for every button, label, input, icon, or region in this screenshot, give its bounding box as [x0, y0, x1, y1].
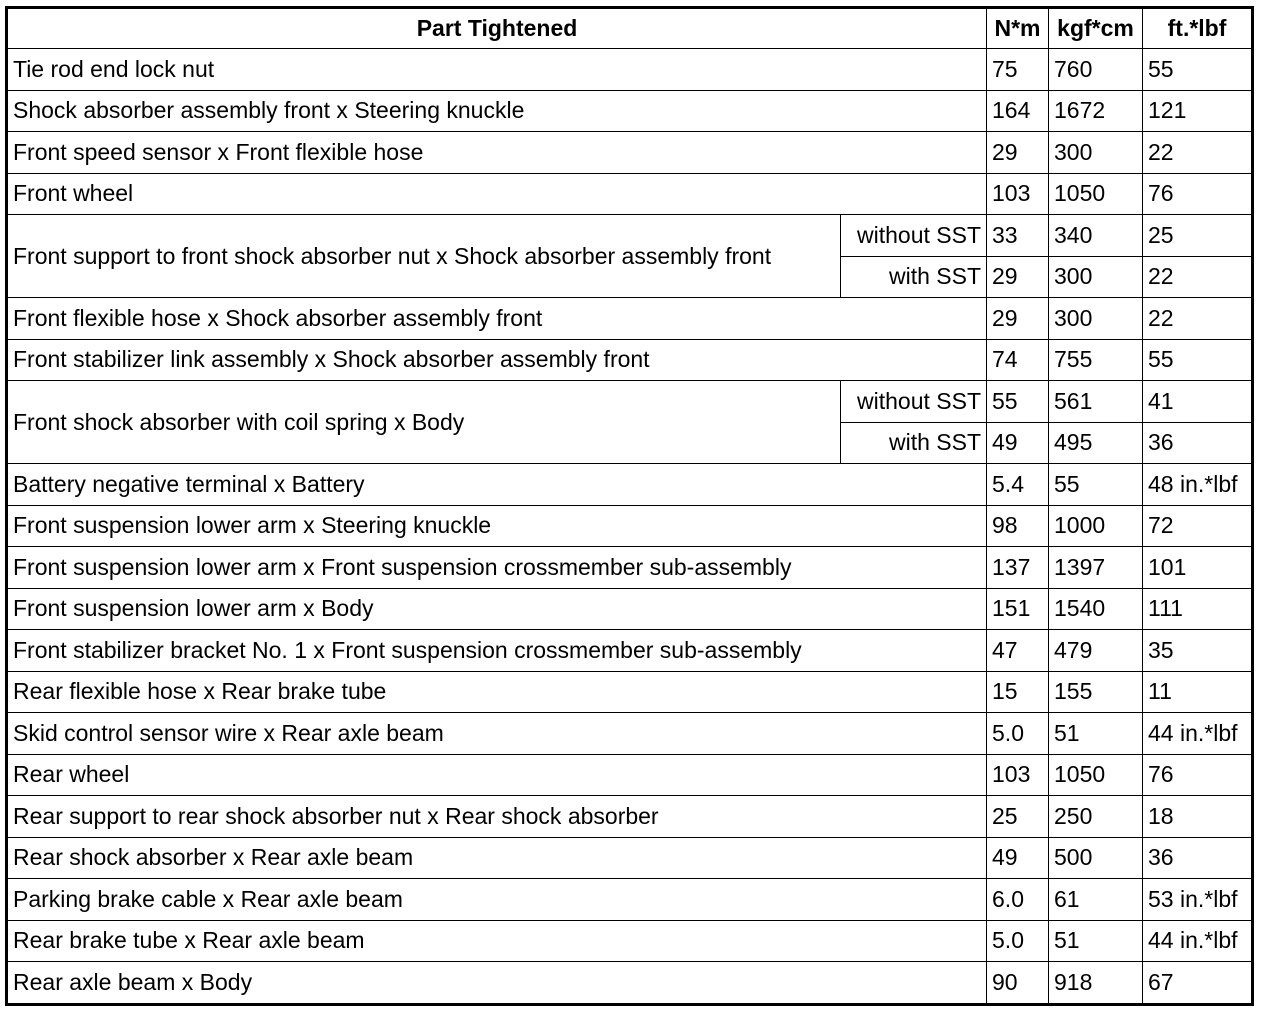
- ft-value-cell: 22: [1143, 256, 1253, 298]
- table-body: [7, 49, 1253, 1005]
- header-ft-lbf: ft.*lbf: [1143, 8, 1253, 49]
- nm-value-cell: 29: [987, 298, 1049, 340]
- ft-value-cell: 25: [1143, 215, 1253, 257]
- kgf-value-cell: 1540: [1049, 588, 1143, 630]
- table-row: [7, 547, 1253, 589]
- part-name-cell: Rear brake tube x Rear axle beam: [7, 920, 987, 962]
- kgf-value-cell: 500: [1049, 837, 1143, 879]
- ft-value-cell: 22: [1143, 298, 1253, 340]
- nm-value-cell: 49: [987, 422, 1049, 464]
- nm-value-cell: 75: [987, 49, 1049, 91]
- part-name-cell: Skid control sensor wire x Rear axle beam: [7, 713, 987, 755]
- torque-spec-table: [5, 6, 1254, 1006]
- kgf-value-cell: 918: [1049, 962, 1143, 1005]
- ft-value-cell: 55: [1143, 339, 1253, 381]
- table-row: [7, 464, 1253, 506]
- kgf-value-cell: 340: [1049, 215, 1143, 257]
- part-name-cell: Parking brake cable x Rear axle beam: [7, 879, 987, 921]
- table-row: [7, 962, 1253, 1005]
- part-name-cell: Shock absorber assembly front x Steering knuckle: [7, 90, 987, 132]
- condition-cell: with SST: [841, 256, 987, 298]
- table-row: [7, 879, 1253, 921]
- ft-value-cell: 36: [1143, 422, 1253, 464]
- nm-value-cell: 25: [987, 796, 1049, 838]
- header-part-tightened: Part Tightened: [7, 8, 987, 49]
- ft-value-cell: 11: [1143, 671, 1253, 713]
- nm-value-cell: 90: [987, 962, 1049, 1005]
- table-row: [7, 49, 1253, 91]
- part-name-cell: Rear support to rear shock absorber nut x Rear shock absorber: [7, 796, 987, 838]
- part-name-cell: Rear wheel: [7, 754, 987, 796]
- header-kgf-cm: kgf*cm: [1049, 8, 1143, 49]
- part-name-cell: Front suspension lower arm x Body: [7, 588, 987, 630]
- ft-value-cell: 18: [1143, 796, 1253, 838]
- kgf-value-cell: 51: [1049, 713, 1143, 755]
- table-row: [7, 630, 1253, 672]
- table-row: [7, 920, 1253, 962]
- nm-value-cell: 15: [987, 671, 1049, 713]
- part-name-cell: Front suspension lower arm x Steering knuckle: [7, 505, 987, 547]
- nm-value-cell: 29: [987, 132, 1049, 174]
- part-name-cell: Front wheel: [7, 173, 987, 215]
- part-name-cell: Rear axle beam x Body: [7, 962, 987, 1005]
- table-row: [7, 339, 1253, 381]
- ft-value-cell: 111: [1143, 588, 1253, 630]
- condition-cell: without SST: [841, 381, 987, 423]
- table-row: [7, 132, 1253, 174]
- nm-value-cell: 49: [987, 837, 1049, 879]
- kgf-value-cell: 300: [1049, 298, 1143, 340]
- kgf-value-cell: 1672: [1049, 90, 1143, 132]
- kgf-value-cell: 300: [1049, 132, 1143, 174]
- table-row: [7, 671, 1253, 713]
- header-row: [7, 8, 1253, 49]
- condition-cell: with SST: [841, 422, 987, 464]
- ft-value-cell: 53 in.*lbf: [1143, 879, 1253, 921]
- part-name-cell: Front stabilizer bracket No. 1 x Front suspension crossmember sub-assembly: [7, 630, 987, 672]
- nm-value-cell: 5.4: [987, 464, 1049, 506]
- kgf-value-cell: 495: [1049, 422, 1143, 464]
- ft-value-cell: 55: [1143, 49, 1253, 91]
- table-row: [7, 588, 1253, 630]
- ft-value-cell: 72: [1143, 505, 1253, 547]
- table-row: [7, 754, 1253, 796]
- table-row: [7, 796, 1253, 838]
- nm-value-cell: 151: [987, 588, 1049, 630]
- kgf-value-cell: 561: [1049, 381, 1143, 423]
- part-name-cell: Front flexible hose x Shock absorber assembly front: [7, 298, 987, 340]
- table-row: [7, 713, 1253, 755]
- nm-value-cell: 164: [987, 90, 1049, 132]
- nm-value-cell: 137: [987, 547, 1049, 589]
- kgf-value-cell: 51: [1049, 920, 1143, 962]
- condition-cell: without SST: [841, 215, 987, 257]
- part-name-cell: Front support to front shock absorber nut x Shock absorber assembly front: [7, 215, 841, 298]
- table-row: [7, 837, 1253, 879]
- kgf-value-cell: 155: [1049, 671, 1143, 713]
- table-row: [7, 505, 1253, 547]
- kgf-value-cell: 1000: [1049, 505, 1143, 547]
- kgf-value-cell: 1397: [1049, 547, 1143, 589]
- ft-value-cell: 41: [1143, 381, 1253, 423]
- nm-value-cell: 55: [987, 381, 1049, 423]
- ft-value-cell: 22: [1143, 132, 1253, 174]
- nm-value-cell: 98: [987, 505, 1049, 547]
- header-nm: N*m: [987, 8, 1049, 49]
- kgf-value-cell: 760: [1049, 49, 1143, 91]
- nm-value-cell: 29: [987, 256, 1049, 298]
- kgf-value-cell: 55: [1049, 464, 1143, 506]
- part-name-cell: Battery negative terminal x Battery: [7, 464, 987, 506]
- nm-value-cell: 74: [987, 339, 1049, 381]
- nm-value-cell: 6.0: [987, 879, 1049, 921]
- ft-value-cell: 67: [1143, 962, 1253, 1005]
- ft-value-cell: 76: [1143, 754, 1253, 796]
- ft-value-cell: 35: [1143, 630, 1253, 672]
- ft-value-cell: 36: [1143, 837, 1253, 879]
- part-name-cell: Rear shock absorber x Rear axle beam: [7, 837, 987, 879]
- table-row: [7, 298, 1253, 340]
- nm-value-cell: 103: [987, 173, 1049, 215]
- ft-value-cell: 76: [1143, 173, 1253, 215]
- part-name-cell: Rear flexible hose x Rear brake tube: [7, 671, 987, 713]
- kgf-value-cell: 61: [1049, 879, 1143, 921]
- table-row: [7, 215, 1253, 257]
- nm-value-cell: 103: [987, 754, 1049, 796]
- part-name-cell: Front suspension lower arm x Front suspension crossmember sub-assembly: [7, 547, 987, 589]
- part-name-cell: Front speed sensor x Front flexible hose: [7, 132, 987, 174]
- ft-value-cell: 48 in.*lbf: [1143, 464, 1253, 506]
- kgf-value-cell: 479: [1049, 630, 1143, 672]
- nm-value-cell: 33: [987, 215, 1049, 257]
- kgf-value-cell: 250: [1049, 796, 1143, 838]
- part-name-cell: Front stabilizer link assembly x Shock absorber assembly front: [7, 339, 987, 381]
- table-row: [7, 381, 1253, 423]
- kgf-value-cell: 755: [1049, 339, 1143, 381]
- nm-value-cell: 5.0: [987, 713, 1049, 755]
- ft-value-cell: 44 in.*lbf: [1143, 920, 1253, 962]
- ft-value-cell: 44 in.*lbf: [1143, 713, 1253, 755]
- table-row: [7, 173, 1253, 215]
- nm-value-cell: 5.0: [987, 920, 1049, 962]
- table-row: [7, 90, 1253, 132]
- kgf-value-cell: 1050: [1049, 754, 1143, 796]
- kgf-value-cell: 300: [1049, 256, 1143, 298]
- part-name-cell: Front shock absorber with coil spring x Body: [7, 381, 841, 464]
- ft-value-cell: 121: [1143, 90, 1253, 132]
- ft-value-cell: 101: [1143, 547, 1253, 589]
- kgf-value-cell: 1050: [1049, 173, 1143, 215]
- part-name-cell: Tie rod end lock nut: [7, 49, 987, 91]
- nm-value-cell: 47: [987, 630, 1049, 672]
